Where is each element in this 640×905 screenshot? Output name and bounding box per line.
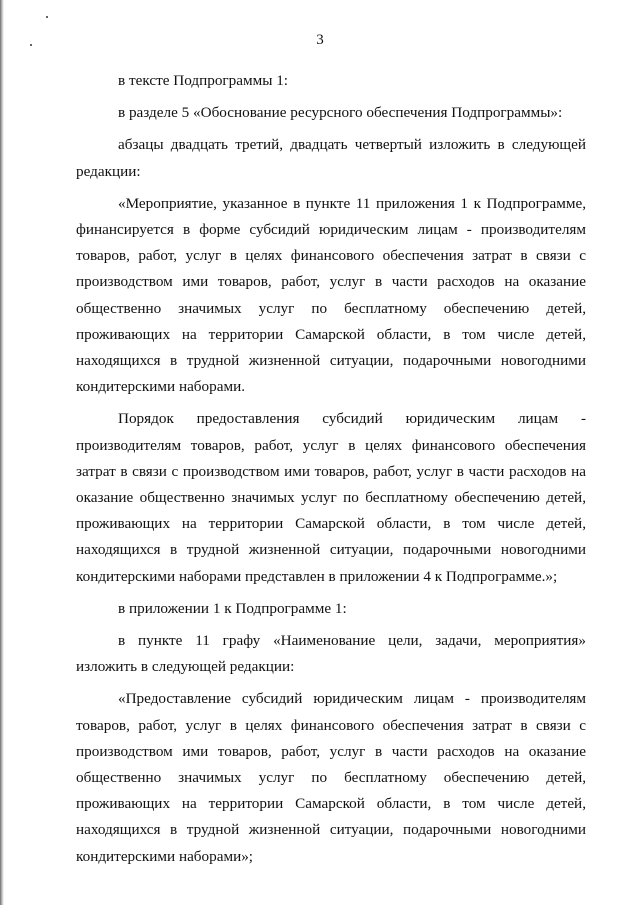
paragraph-new-wording: «Предоставление субсидий юридическим лицам - производителям товаров, работ, услуг в целях финансового обеспечения затрат в связи с производством ими товаров, работ, услуг в части расходов на оказание общественно значимых услуг по бесплатному обеспечению детей, проживающих на территории Самарской области, в том числе детей, находящихся в трудной жизненной ситуации, подарочными новогодними кондитерскими наборами»;	[76, 690, 586, 865]
paragraph-item-11-column: в пункте 11 графу «Наименование цели, задачи, мероприятия» изложить в следующей редакции:	[76, 632, 586, 676]
scan-speck	[46, 16, 48, 18]
paragraph-measure-financing: «Мероприятие, указанное в пункте 11 приложения 1 к Подпрограмме, финансируется в форме субсидий юридическим лицам - производителям товаров, работ, услуг в целях финансового обеспечения затрат в связи с производством ими товаров, работ, услуг в части расходов на оказание общественно значимых услуг по бесплатному обеспечению детей, проживающих на территории Самарской области, в том числе детей, находящихся в трудной жизненной ситуации, подарочными новогодними кондитерскими наборами.	[76, 194, 586, 396]
paragraph-appendix-1: в приложении 1 к Подпрограмме 1:	[118, 599, 347, 617]
paragraph-subprogram-text: в тексте Подпрограммы 1:	[118, 72, 289, 89]
paragraph-abzats-change: абзацы двадцать третий, двадцать четвертый изложить в следующей редакции:	[76, 136, 586, 180]
paragraph-subsidy-procedure: Порядок предоставления субсидий юридическим лицам - производителям товаров, работ, услуг в целях финансового обеспечения затрат в связи с производством ими товаров, работ, услуг в части расходов на оказание общественно значимых услуг по бесплатному обеспечению детей, проживающих на территории Самарской области, в том числе детей, находящихся в трудной жизненной ситуации, подарочными новогодними кондитерскими наборами представлен в приложении 4 к Подпрограмме.»;	[76, 410, 586, 585]
page-number: 3	[316, 32, 324, 48]
scan-edge-shadow	[0, 0, 4, 905]
paragraph-section-5: в разделе 5 «Обоснование ресурсного обеспечения Подпрограммы»:	[118, 104, 563, 122]
document-body	[76, 68, 586, 870]
